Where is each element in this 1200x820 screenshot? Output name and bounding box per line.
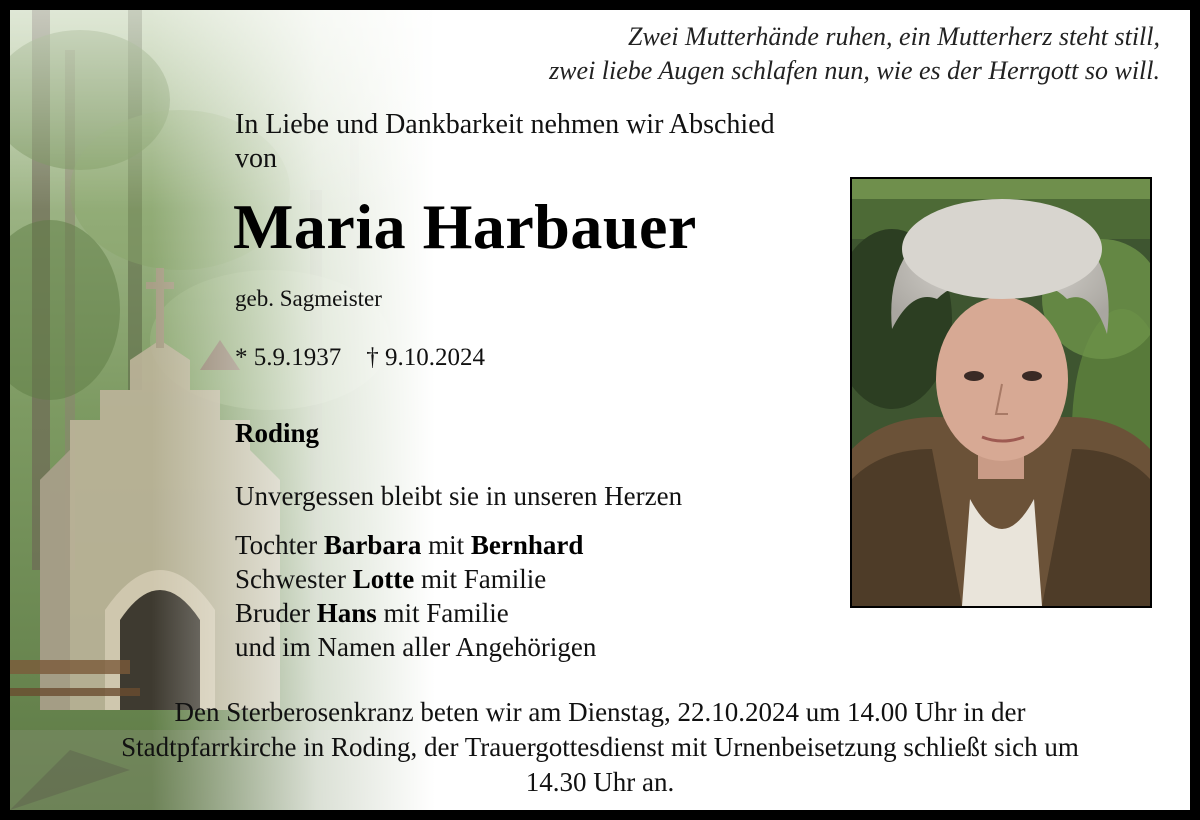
life-dates	[235, 344, 485, 372]
relation-text: Bruder	[235, 598, 317, 628]
farewell-intro	[235, 108, 775, 176]
mourner-line	[235, 562, 596, 596]
farewell-intro-line: In Liebe und Dankbarkeit nehmen wir Abschied	[235, 109, 775, 140]
portrait-photo	[850, 177, 1152, 608]
mourner-line	[235, 596, 596, 630]
birth-date: * 5.9.1937	[235, 344, 342, 371]
service-line: Stadtpfarrkirche in Roding, der Trauergottesdienst mit Urnenbeisetzung schließt sich um	[121, 732, 1079, 762]
service-announcement	[40, 695, 1160, 800]
remembrance-line: Unvergessen bleibt sie in unseren Herzen	[235, 481, 683, 511]
mourner-name: Barbara	[323, 530, 422, 560]
relation-text: und im Namen aller Angehörigen	[235, 632, 597, 662]
death-date: † 9.10.2024	[366, 344, 485, 371]
portrait-image	[852, 179, 1150, 606]
relation-text: mit Familie	[376, 598, 509, 628]
maiden-name: geb. Sagmeister	[235, 286, 382, 311]
memorial-verse	[549, 20, 1160, 88]
farewell-intro-line: von	[235, 143, 277, 174]
service-line: 14.30 Uhr an.	[525, 767, 675, 797]
relation-text: Tochter	[235, 530, 324, 560]
mourner-name: Hans	[316, 598, 377, 628]
mourners-list	[235, 528, 596, 664]
mourner-line	[235, 528, 596, 562]
mourner-name: Lotte	[352, 564, 415, 594]
mourner-line	[235, 630, 596, 664]
deceased-name: Maria Harbauer	[233, 191, 697, 262]
hometown: Roding	[235, 418, 320, 448]
memorial-verse-line: Zwei Mutterhände ruhen, ein Mutterherz steht still,	[627, 22, 1160, 51]
relation-text: mit Familie	[414, 564, 547, 594]
service-line: Den Sterberosenkranz beten wir am Dienstag, 22.10.2024 um 14.00 Uhr in der	[174, 697, 1026, 727]
mourner-name: Bernhard	[470, 530, 584, 560]
relation-text: mit	[421, 530, 471, 560]
memorial-verse-line: zwei liebe Augen schlafen nun, wie es der Herrgott so will.	[549, 56, 1160, 85]
relation-text: Schwester	[235, 564, 353, 594]
